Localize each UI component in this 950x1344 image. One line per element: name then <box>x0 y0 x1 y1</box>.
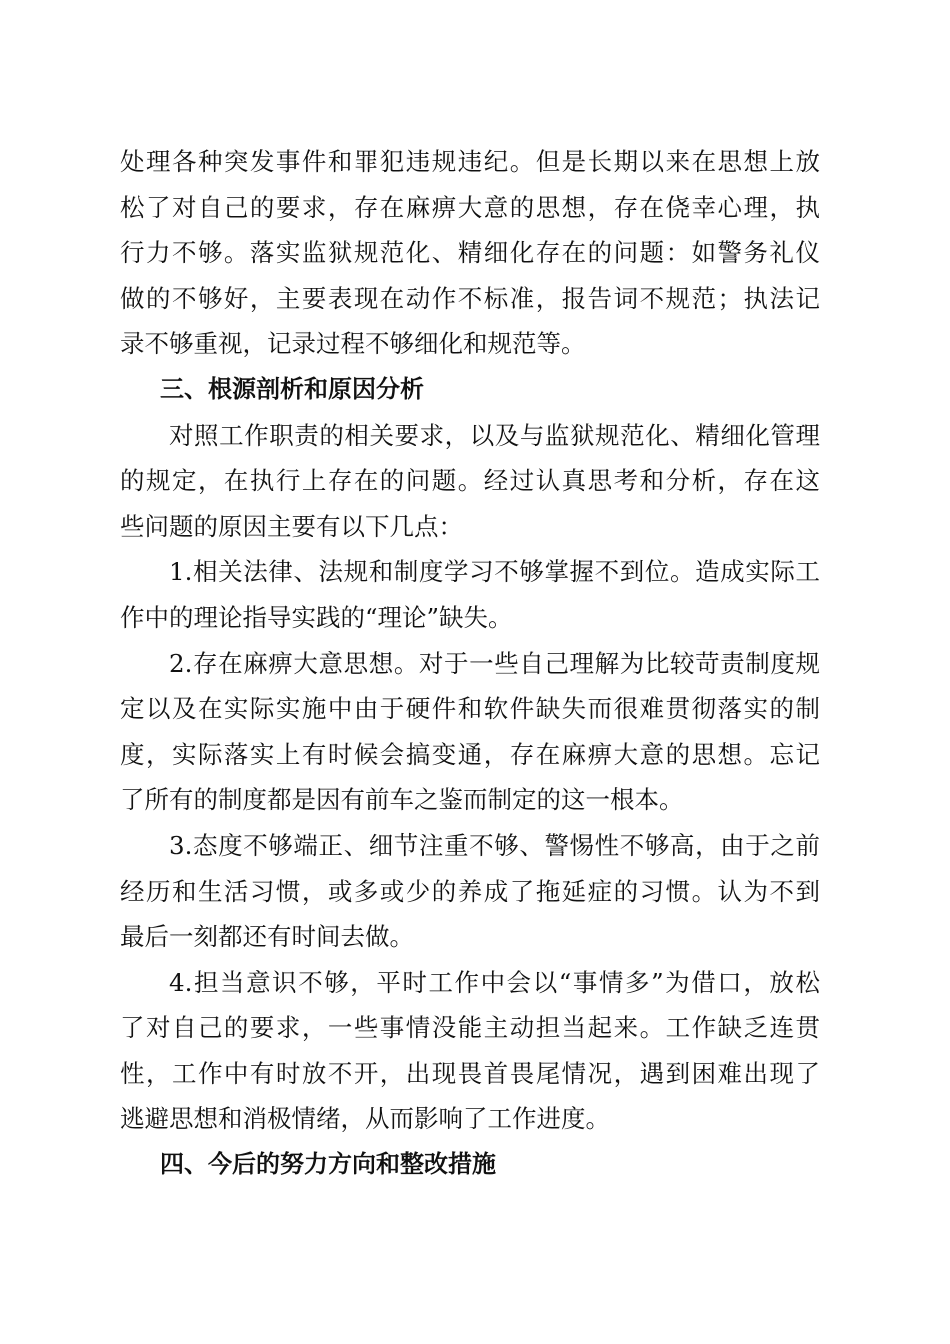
text-line: 做的不够好，主要表现在动作不标准，报告词不规范；执法记 <box>120 283 820 313</box>
text-line: 4.担当意识不够，平时工作中会以“事情多”为借口，放松 <box>169 967 820 997</box>
text-line: 录不够重视，记录过程不够细化和规范等。 <box>120 329 586 359</box>
text-line: 些问题的原因主要有以下几点： <box>120 511 463 541</box>
text-line: 处理各种突发事件和罪犯违规违纪。但是长期以来在思想上放 <box>120 147 820 176</box>
text-line: 了所有的制度都是因有前车之鉴而制定的这一根本。 <box>120 785 684 815</box>
document-body <box>120 139 820 1188</box>
text-line: 3.态度不够端正、细节注重不够、警惕性不够高，由于之前 <box>169 830 820 860</box>
text-line: 1.相关法律、法规和制度学习不够掌握不到位。造成实际工 <box>169 557 820 587</box>
text-line: 最后一刻都还有时间去做。 <box>120 922 414 952</box>
text-line: 经历和生活习惯，或多或少的养成了拖延症的习惯。认为不到 <box>120 876 820 906</box>
text-line: 了对自己的要求，一些事情没能主动担当起来。工作缺乏连贯 <box>120 1013 820 1043</box>
text-line: 行力不够。落实监狱规范化、精细化存在的问题：如警务礼仪 <box>120 238 820 268</box>
text-line: 度，实际落实上有时候会搞变通，存在麻痹大意的思想。忘记 <box>120 739 820 769</box>
cause-point-4 <box>120 960 820 1142</box>
section-three-heading: 三、根源剖析和原因分析 <box>160 374 424 403</box>
section-four-heading: 四、今后的努力方向和整改措施 <box>160 1150 496 1179</box>
text-line: 定以及在实际实施中由于硬件和软件缺失而很难贯彻落实的制 <box>120 694 820 724</box>
cause-point-2 <box>120 641 820 823</box>
text-line: 逃避思想和消极情绪，从而影响了工作进度。 <box>120 1104 610 1134</box>
section-three-intro-paragraph <box>120 413 820 550</box>
text-line: 的规定，在执行上存在的问题。经过认真思考和分析，存在这 <box>120 466 820 496</box>
text-line: 对照工作职责的相关要求，以及与监狱规范化、精细化管理 <box>169 420 820 450</box>
text-line: 作中的理论指导实践的“理论”缺失。 <box>120 602 513 632</box>
cause-point-3 <box>120 823 820 960</box>
text-line: 2.存在麻痹大意思想。对于一些自己理解为比较苛责制度规 <box>169 648 820 678</box>
text-line: 松了对自己的要求，存在麻痹大意的思想，存在侥幸心理，执 <box>120 192 820 222</box>
cause-point-1 <box>120 549 820 640</box>
text-line: 性，工作中有时放不开，出现畏首畏尾情况，遇到困难出现了 <box>120 1058 820 1088</box>
intro-paragraph <box>120 139 820 367</box>
